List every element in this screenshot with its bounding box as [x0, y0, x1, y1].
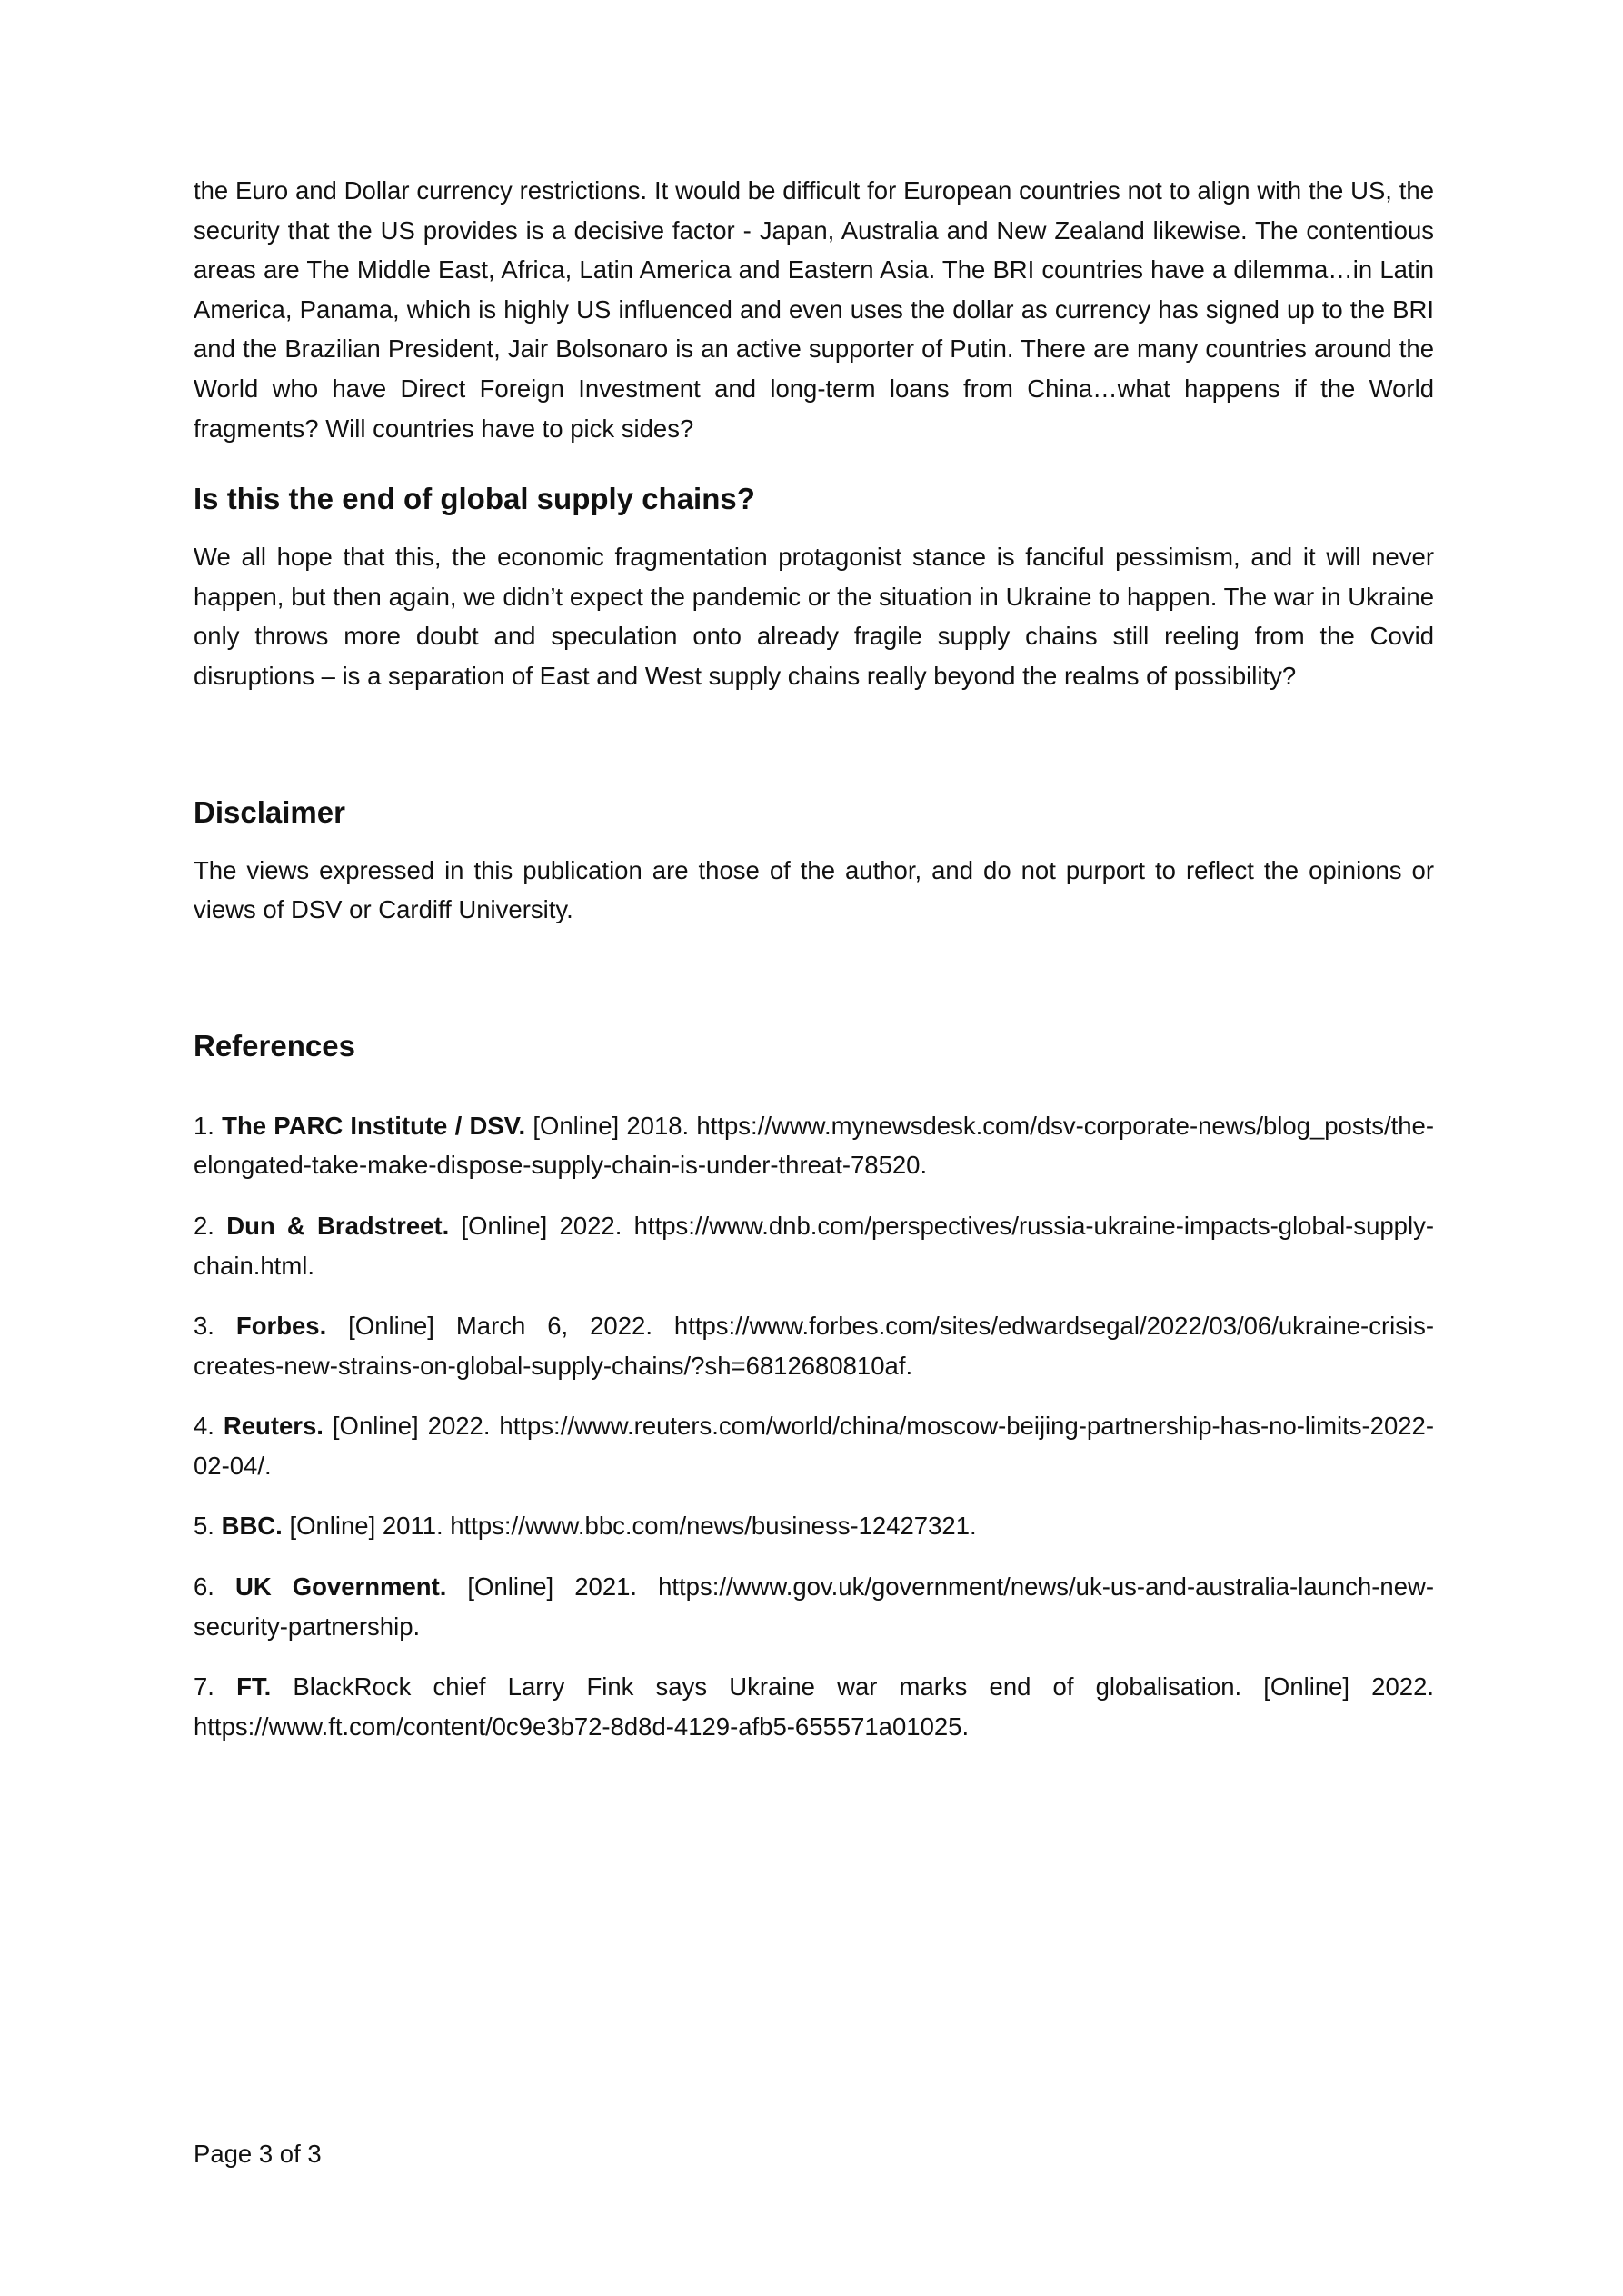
supply-chain-heading: Is this the end of global supply chains? — [194, 482, 755, 516]
reference-text: [Online] 2018. https://www.mynewsdesk.com/dsv-corporate-news/blog_posts/the-elongated-take-make-dispose-supply-chain-is-under-threat-78520. — [194, 1111, 1434, 1180]
reference-number: 1. — [194, 1111, 214, 1140]
reference-source: Dun & Bradstreet. — [226, 1211, 450, 1240]
references-heading: References — [194, 1028, 355, 1063]
reference-number: 2. — [194, 1211, 214, 1240]
reference-source: The PARC Institute / DSV. — [222, 1111, 526, 1140]
reference-source: UK Government. — [234, 1572, 447, 1602]
references-list — [194, 1106, 1434, 1747]
reference-item — [194, 1506, 1434, 1546]
document-page — [194, 171, 1434, 1746]
reference-item — [194, 1306, 1434, 1385]
reference-text: [Online] 2022. https://www.reuters.com/world/china/moscow-beijing-partnership-has-no-limits-2022-02-04/. — [194, 1412, 1435, 1480]
reference-number: 6. — [194, 1572, 214, 1602]
reference-item — [194, 1106, 1434, 1185]
reference-number: 7. — [194, 1672, 214, 1702]
disclaimer-heading: Disclaimer — [194, 794, 345, 829]
reference-text: BlackRock chief Larry Fink says Ukraine war marks end of globalisation. [Online] 2022. https://www.ft.com/content/0c9e3b72-8d8d-4129-afb5-655571a01025. — [194, 1672, 1435, 1741]
reference-item — [194, 1567, 1434, 1646]
reference-number: 3. — [194, 1312, 214, 1341]
intro-paragraph: the Euro and Dollar currency restrictions. It would be difficult for European countries not to align with the US, the security that the US provides is a decisive factor - Japan, Australia and New Zealand likewise. The contentious areas are The Middle East, Africa, Latin America and Eastern Asia. The BRI countries have a dilemma…in Latin America, Panama, which is highly US influenced and even uses the dollar as currency has signed up to the BRI and the Brazilian President, Jair Bolsonaro is an active supporter of Putin. There are many countries around the World who have Direct Foreign Investment and long-term loans from China…what happens if the World fragments? Will countries have to pick sides? — [194, 176, 1434, 443]
supply-chain-paragraph: We all hope that this, the economic fragmentation protagonist stance is fanciful pessimism, and it will never happen, but then again, we didn’t expect the pandemic or the situation in Ukraine to happen. The war in Ukraine only throws more doubt and speculation onto already fragile supply chains still reeling from the Covid disruptions – is a separation of East and West supply chains really beyond the realms of possibility? — [194, 543, 1434, 690]
reference-item — [194, 1206, 1434, 1285]
reference-source: Forbes. — [235, 1312, 327, 1341]
reference-number: 5. — [194, 1512, 214, 1541]
reference-text: [Online] 2011. https://www.bbc.com/news/business-12427321. — [289, 1512, 977, 1541]
reference-source: BBC. — [221, 1512, 283, 1541]
reference-source: Reuters. — [223, 1412, 324, 1441]
reference-text: [Online] March 6, 2022. https://www.forbes.com/sites/edwardsegal/2022/03/06/ukraine-crisis-creates-new-strains-on-global-supply-chains/?sh=6812680810af. — [194, 1312, 1434, 1380]
reference-text: [Online] 2021. https://www.gov.uk/government/news/uk-us-and-australia-launch-new-security-partnership. — [194, 1572, 1435, 1641]
reference-text: [Online] 2022. https://www.dnb.com/perspectives/russia-ukraine-impacts-global-supply-chain.html. — [194, 1211, 1434, 1280]
reference-item — [194, 1406, 1434, 1485]
reference-source: FT. — [236, 1672, 272, 1702]
reference-item — [194, 1667, 1434, 1746]
reference-number: 4. — [194, 1412, 214, 1441]
disclaimer-paragraph: The views expressed in this publication are those of the author, and do not purport to reflect the opinions or views of DSV or Cardiff University. — [194, 855, 1434, 924]
page-number: Page 3 of 3 — [194, 2140, 322, 2168]
